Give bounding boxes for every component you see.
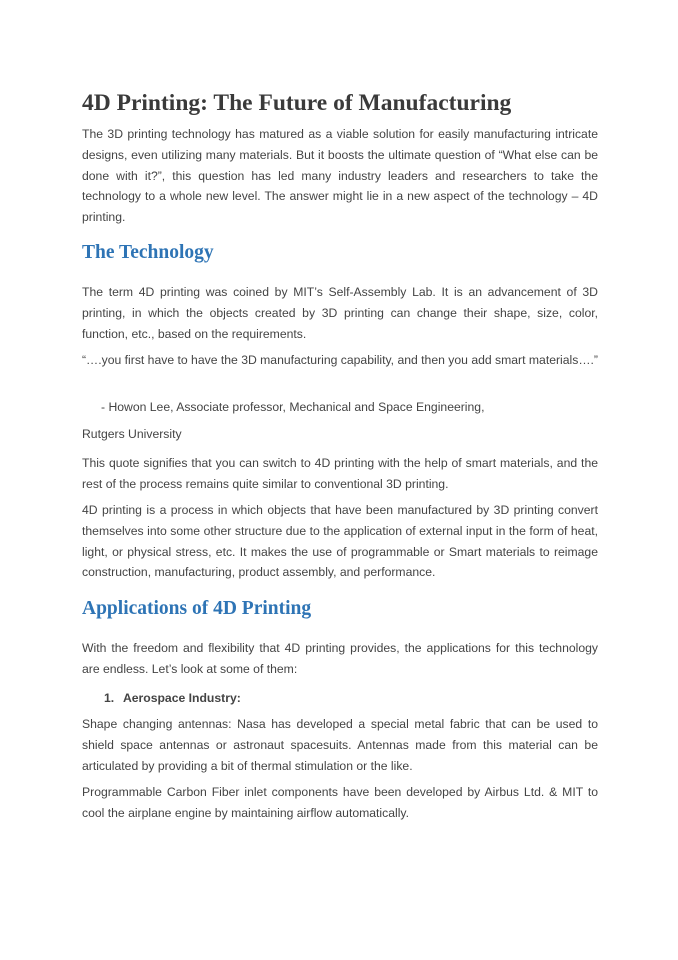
list-item-label: Aerospace Industry: bbox=[122, 691, 241, 705]
technology-paragraph-3: 4D printing is a process in which objects that have been manufactured by 3D printing convert themselves into some other structure due to the application of external input in the form of heat, light, or physical stress, etc. It makes the use of programmable or Smart materials to reimage construction, manufacturing, product assembly, and performance. bbox=[82, 503, 598, 580]
technology-paragraph-1: The term 4D printing was coined by MIT’s Self-Assembly Lab. It is an advancement of 3D printing, in which the objects created by 3D printing can change their shape, size, color, function, etc., based on the requirements. bbox=[82, 285, 598, 341]
document-title: 4D Printing: The Future of Manufacturing bbox=[82, 90, 512, 116]
intro-paragraph: The 3D printing technology has matured as a viable solution for easily manufacturing intricate designs, even utilizing many materials. But it boosts the ultimate question of “What else can be done with it?”, this question has led many industry leaders and researchers to take the technology to a whole new level. The answer might lie in a new aspect of the technology – 4D printing. bbox=[82, 127, 598, 225]
applications-heading: Applications of 4D Printing bbox=[82, 598, 312, 619]
aerospace-paragraph-1: Shape changing antennas: Nasa has developed a special metal fabric that can be used to shield space antennas or astronaut spacesuits. Antennas made from this material can be articulated by providing a bit of thermal stimulation or the like. bbox=[82, 717, 598, 773]
quote-paragraph: “….you first have to have the 3D manufacturing capability, and then you add smart materials….” bbox=[82, 353, 598, 367]
aerospace-paragraph-2: Programmable Carbon Fiber inlet components have been developed by Airbus Ltd. & MIT to cool the airplane engine by maintaining airflow automatically. bbox=[82, 785, 598, 820]
quote-attribution: - Howon Lee, Associate professor, Mechanical and Space Engineering, bbox=[101, 400, 485, 414]
quote-affiliation: Rutgers University bbox=[82, 427, 182, 441]
applications-intro: With the freedom and flexibility that 4D printing provides, the applications for this technology are endless. Let’s look at some of them: bbox=[82, 641, 598, 676]
list-number: 1. bbox=[104, 691, 115, 705]
list-item-aerospace bbox=[104, 688, 241, 709]
technology-heading: The Technology bbox=[82, 242, 214, 263]
technology-paragraph-2: This quote signifies that you can switch to 4D printing with the help of smart materials, and the rest of the process remains quite similar to conventional 3D printing. bbox=[82, 456, 598, 491]
